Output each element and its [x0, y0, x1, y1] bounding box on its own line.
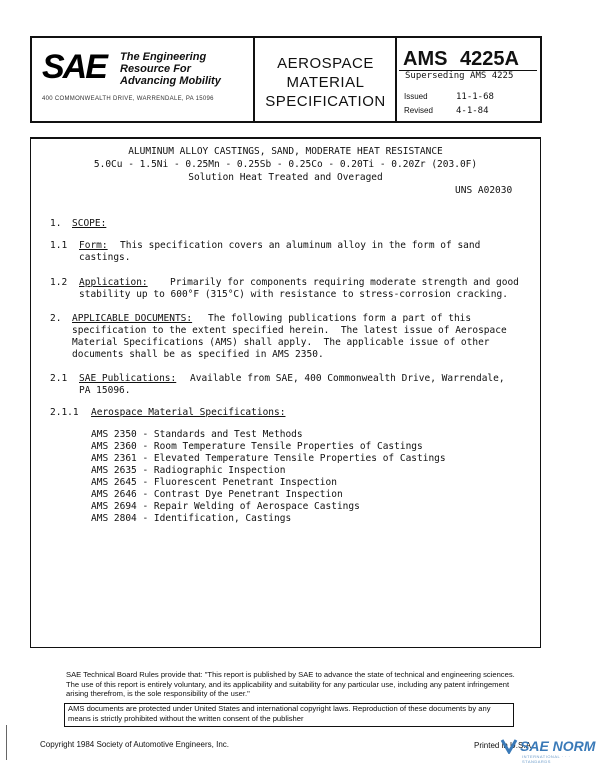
paragraph-line: PA 15096.	[79, 385, 131, 396]
section-number: 2.1	[50, 373, 68, 384]
logo-tagline	[120, 51, 221, 87]
spec-type-title	[258, 54, 393, 111]
paragraph-line: The following publications form a part of this	[208, 313, 472, 324]
sae-norm-logo-icon	[500, 738, 518, 754]
scan-margin-mark	[6, 725, 7, 760]
heading-text: APPLICABLE DOCUMENTS:	[72, 313, 193, 324]
issued-date: 11-1-68	[456, 92, 494, 102]
paragraph-line: This specification covers an aluminum alloy in the form of sand	[120, 240, 481, 251]
title-line: AEROSPACE	[277, 55, 374, 72]
reference-list-item: AMS 2360 - Room Temperature Tensile Properties of Castings	[91, 441, 423, 452]
section-number: 1.	[50, 218, 62, 229]
section-number: 2.1.1	[50, 407, 79, 418]
tagline-line: Advancing Mobility	[120, 75, 221, 87]
reference-list-item: AMS 2804 - Identification, Castings	[91, 513, 292, 524]
header-divider	[395, 36, 397, 123]
reference-list-item: AMS 2646 - Contrast Dye Penetrant Inspection	[91, 489, 343, 500]
doc-composition-line: 5.0Cu - 1.5Ni - 0.25Mn - 0.25Sb - 0.25Co - 0.20Ti - 0.20Zr (203.0F)	[93, 159, 478, 170]
section-heading	[79, 240, 108, 251]
paragraph-line: Material Specifications (AMS) shall apply. The applicable issue of other	[72, 337, 490, 348]
section-number: 2.	[50, 313, 62, 324]
paragraph-line: stability up to 600°F (315°C) with resistance to stress-corrosion cracking.	[79, 289, 508, 300]
sae-logo: SAE	[42, 48, 106, 86]
revised-label: Revised	[404, 106, 433, 115]
reference-list-item: AMS 2635 - Radiographic Inspection	[91, 465, 286, 476]
section-number: 1.2	[50, 277, 68, 288]
header-divider	[253, 36, 255, 123]
section-heading	[91, 407, 285, 418]
heading-text: Form:	[79, 240, 108, 251]
paragraph-line: Primarily for components requiring moderate strength and good	[170, 277, 519, 288]
superseding-note: Superseding AMS 4225	[405, 71, 514, 81]
paragraph-line: Available from SAE, 400 Commonwealth Drive, Warrendale,	[190, 373, 505, 384]
issued-label: Issued	[404, 92, 428, 101]
title-line: SPECIFICATION	[265, 93, 386, 110]
watermark-subtext: INTERNATIONAL · · · STANDARDS	[522, 754, 571, 764]
section-heading	[79, 277, 148, 288]
reference-list-item: AMS 2350 - Standards and Test Methods	[91, 429, 303, 440]
technical-board-rules: SAE Technical Board Rules provide that: "This report is published by SAE to advance the state of technical and engineering sciences. The use of this report is entirely voluntary, and its applicability and suitability for any particular use, including any patent infringement arising therefrom, is the sole responsibility of the user."	[66, 670, 515, 698]
uns-number: UNS A02030	[455, 185, 513, 196]
tagline-line: Resource For	[120, 63, 191, 75]
reference-list-item: AMS 2645 - Fluorescent Penetrant Inspection	[91, 477, 337, 488]
heading-text: Application:	[79, 277, 148, 288]
section-heading	[72, 313, 192, 324]
ams-label: AMS	[403, 48, 448, 70]
ams-number: 4225A	[460, 48, 519, 70]
section-number: 1.1	[50, 240, 68, 251]
watermark: SAE NORM	[520, 738, 596, 754]
doc-title-line: ALUMINUM ALLOY CASTINGS, SAND, MODERATE HEAT RESISTANCE	[128, 146, 443, 157]
heading-text: SAE Publications:	[79, 373, 177, 384]
copyright-notice: AMS documents are protected under United States and international copyright laws. Reproduction of these documents by any means is strictly prohibited without the written consent of the publisher	[68, 704, 491, 723]
reference-list-item: AMS 2361 - Elevated Temperature Tensile Properties of Castings	[91, 453, 446, 464]
doc-condition-line: Solution Heat Treated and Overaged	[188, 172, 383, 183]
reference-list-item: AMS 2694 - Repair Welding of Aerospace Castings	[91, 501, 360, 512]
printed-in: Printed in U.S.A.	[474, 741, 534, 750]
title-line: MATERIAL	[286, 74, 365, 91]
heading-text: Aerospace Material Specifications:	[91, 407, 286, 418]
sae-address: 400 COMMONWEALTH DRIVE, WARRENDALE, PA 15096	[42, 96, 214, 102]
section-heading	[79, 373, 176, 384]
paragraph-line: documents shall be as specified in AMS 2350.	[72, 349, 324, 360]
heading-text: SCOPE:	[72, 218, 107, 229]
revised-date: 4-1-84	[456, 106, 489, 116]
paragraph-line: castings.	[79, 252, 131, 263]
paragraph-line: specification to the extent specified herein. The latest issue of Aerospace	[72, 325, 507, 336]
tagline-line: The Engineering	[120, 51, 207, 63]
copyright-line: Copyright 1984 Society of Automotive Engineers, Inc.	[40, 740, 229, 749]
section-heading	[72, 218, 106, 229]
